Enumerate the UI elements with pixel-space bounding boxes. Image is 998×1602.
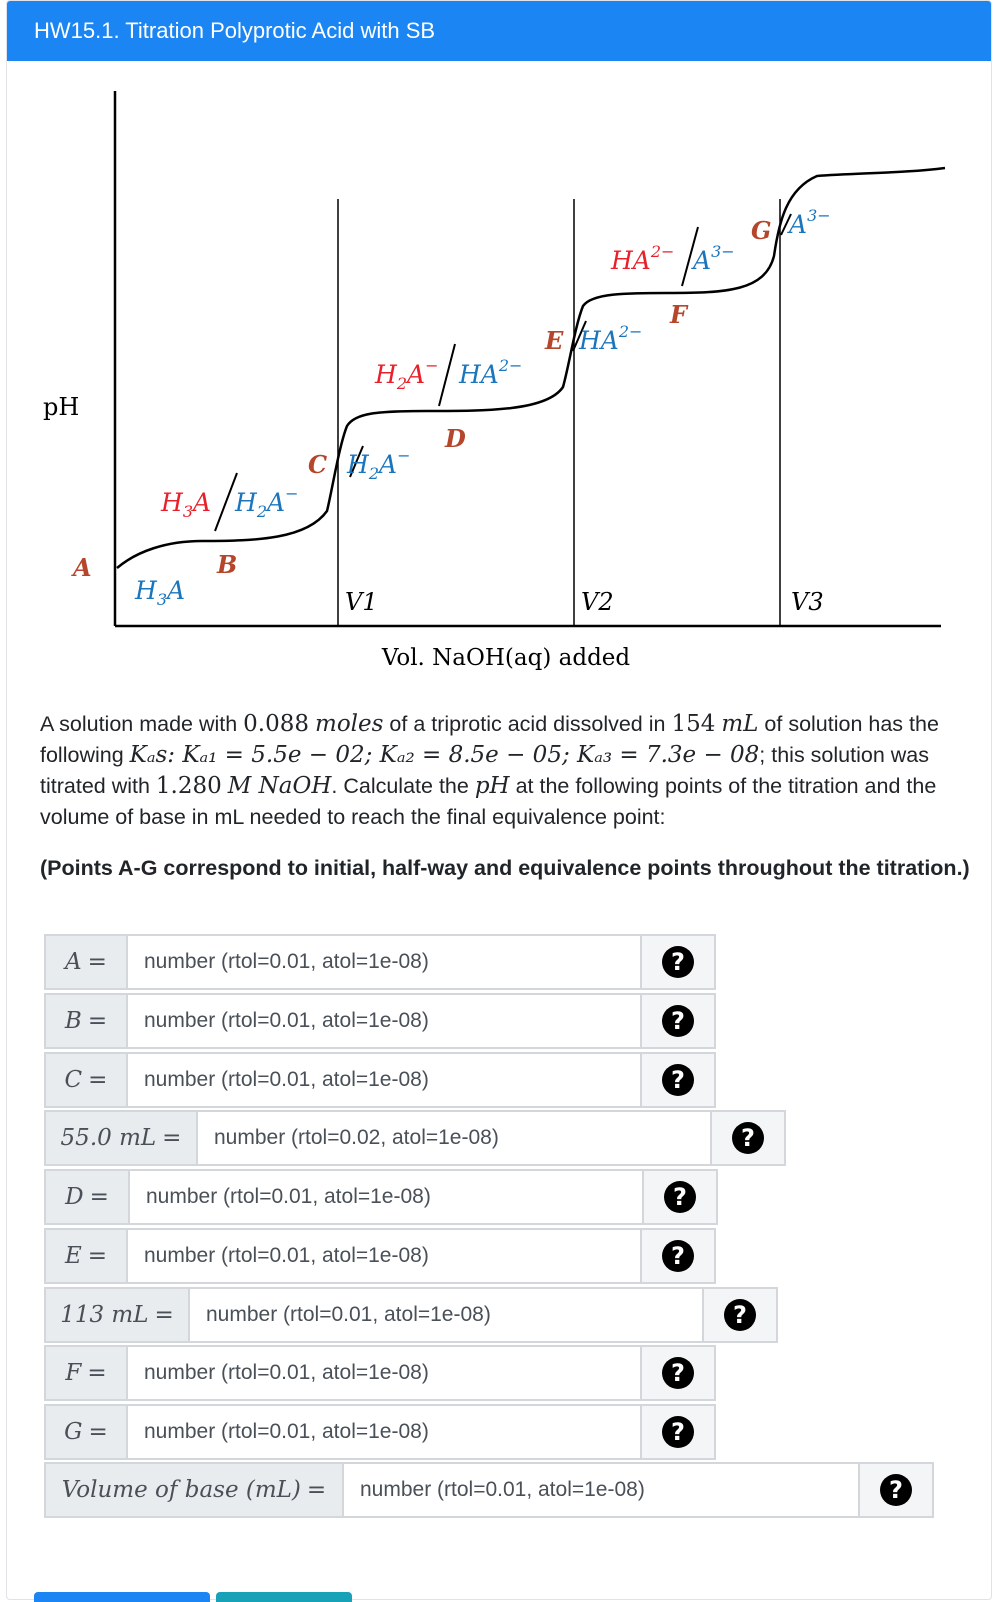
answer-input-d[interactable]: number (rtol=0.01, atol=1e-08) (128, 1169, 644, 1225)
v2-label: V2 (581, 588, 614, 616)
question-circle-icon: ? (732, 1122, 764, 1154)
v3-label: V3 (791, 588, 824, 616)
point-c-label: C (308, 450, 328, 479)
answer-row-a: A = number (rtol=0.01, atol=1e-08) ? (44, 934, 716, 990)
points-note: (Points A-G correspond to initial, half-way and equivalence points throughout the titration.) (40, 856, 970, 880)
help-button-f[interactable] (642, 1345, 716, 1401)
answer-row-55ml: 55.0 mL = number (rtol=0.02, atol=1e-08) ? (44, 1110, 786, 1166)
help-button-113ml[interactable] (704, 1287, 778, 1343)
point-a-label: A (73, 553, 92, 582)
question-circle-icon: ? (662, 1416, 694, 1448)
y-axis-label: pH (43, 393, 80, 421)
answer-row-f: F = number (rtol=0.01, atol=1e-08) ? (44, 1345, 716, 1401)
answer-row-b: B = number (rtol=0.01, atol=1e-08) ? (44, 993, 716, 1049)
help-button-g[interactable] (642, 1404, 716, 1460)
species-h2a: $H_2A^-$ (347, 446, 411, 483)
help-button-a[interactable] (642, 934, 716, 990)
answer-row-volume: Volume of base (mL) = number (rtol=0.01, atol=1e-08) ? (44, 1462, 934, 1518)
point-b-label: B (217, 550, 238, 579)
point-f-label: F (670, 300, 688, 329)
answer-input-g[interactable]: number (rtol=0.01, atol=1e-08) (126, 1404, 642, 1460)
species-h2a-half: $H_2A^-$ (235, 484, 299, 521)
question-circle-icon: ? (662, 1005, 694, 1037)
answer-input-55ml[interactable]: number (rtol=0.02, atol=1e-08) (196, 1110, 712, 1166)
save-button[interactable] (34, 1592, 210, 1602)
species-ha-half2: $HA^{2-}$ (611, 242, 675, 275)
answer-row-e: E = number (rtol=0.01, atol=1e-08) ? (44, 1228, 716, 1284)
answer-input-volume[interactable]: number (rtol=0.01, atol=1e-08) (342, 1462, 860, 1518)
answer-input-e[interactable]: number (rtol=0.01, atol=1e-08) (126, 1228, 642, 1284)
x-axis-label: Vol. NaOH(aq) added (381, 645, 631, 671)
answer-input-f[interactable]: number (rtol=0.01, atol=1e-08) (126, 1345, 642, 1401)
question-circle-icon: ? (664, 1181, 696, 1213)
species-a: $A^{3-}$ (789, 206, 831, 239)
submit-button[interactable] (216, 1592, 352, 1602)
answer-row-g: G = number (rtol=0.01, atol=1e-08) ? (44, 1404, 716, 1460)
problem-statement: A solution made with 0.088 moles of a triprotic acid dissolved in 154 mL of solution has the following Kₐs: Kₐ₁ = 5.5e − 02; Kₐ₂ = 8.5e − 05; Kₐ₃ = 7.3e − 08; this solution was titrated with 1.280 M NaOH. Calculate the pH at the following points of the titration and the volume of base in mL needed to reach the final equivalence point: (40, 711, 939, 829)
titration-curve-diagram (27, 81, 987, 701)
answer-input-c[interactable]: number (rtol=0.01, atol=1e-08) (126, 1052, 642, 1108)
question-circle-icon: ? (662, 1357, 694, 1389)
species-ha-half: $HA^{2-}$ (459, 356, 523, 389)
point-e-label: E (545, 326, 564, 355)
v1-label: V1 (345, 588, 378, 616)
answer-row-d: D = number (rtol=0.01, atol=1e-08) ? (44, 1169, 718, 1225)
answer-input-b[interactable]: number (rtol=0.01, atol=1e-08) (126, 993, 642, 1049)
help-button-c[interactable] (642, 1052, 716, 1108)
point-d-label: D (445, 424, 466, 453)
question-title: HW15.1. Titration Polyprotic Acid with SB (7, 1, 991, 61)
answer-input-a[interactable]: number (rtol=0.01, atol=1e-08) (126, 934, 642, 990)
help-button-d[interactable] (644, 1169, 718, 1225)
species-h3a: $H_3A$ (135, 576, 186, 609)
species-a-half: $A^{3-}$ (693, 242, 735, 275)
question-circle-icon: ? (880, 1474, 912, 1506)
help-button-e[interactable] (642, 1228, 716, 1284)
answer-input-113ml[interactable]: number (rtol=0.01, atol=1e-08) (188, 1287, 704, 1343)
help-button-b[interactable] (642, 993, 716, 1049)
species-ha: $HA^{2-}$ (579, 322, 643, 355)
species-h2a-half2: $H_2A^-$ (375, 356, 439, 393)
answer-row-113ml: 113 mL = number (rtol=0.01, atol=1e-08) ? (44, 1287, 778, 1343)
answer-row-c: C = number (rtol=0.01, atol=1e-08) ? (44, 1052, 716, 1108)
question-circle-icon: ? (724, 1299, 756, 1331)
help-button-55ml[interactable] (712, 1110, 786, 1166)
question-circle-icon: ? (662, 1064, 694, 1096)
help-button-volume[interactable] (860, 1462, 934, 1518)
question-circle-icon: ? (662, 1240, 694, 1272)
question-circle-icon: ? (662, 946, 694, 978)
species-h3a-half: $H_3A$ (161, 488, 212, 521)
point-g-label: G (751, 216, 772, 245)
